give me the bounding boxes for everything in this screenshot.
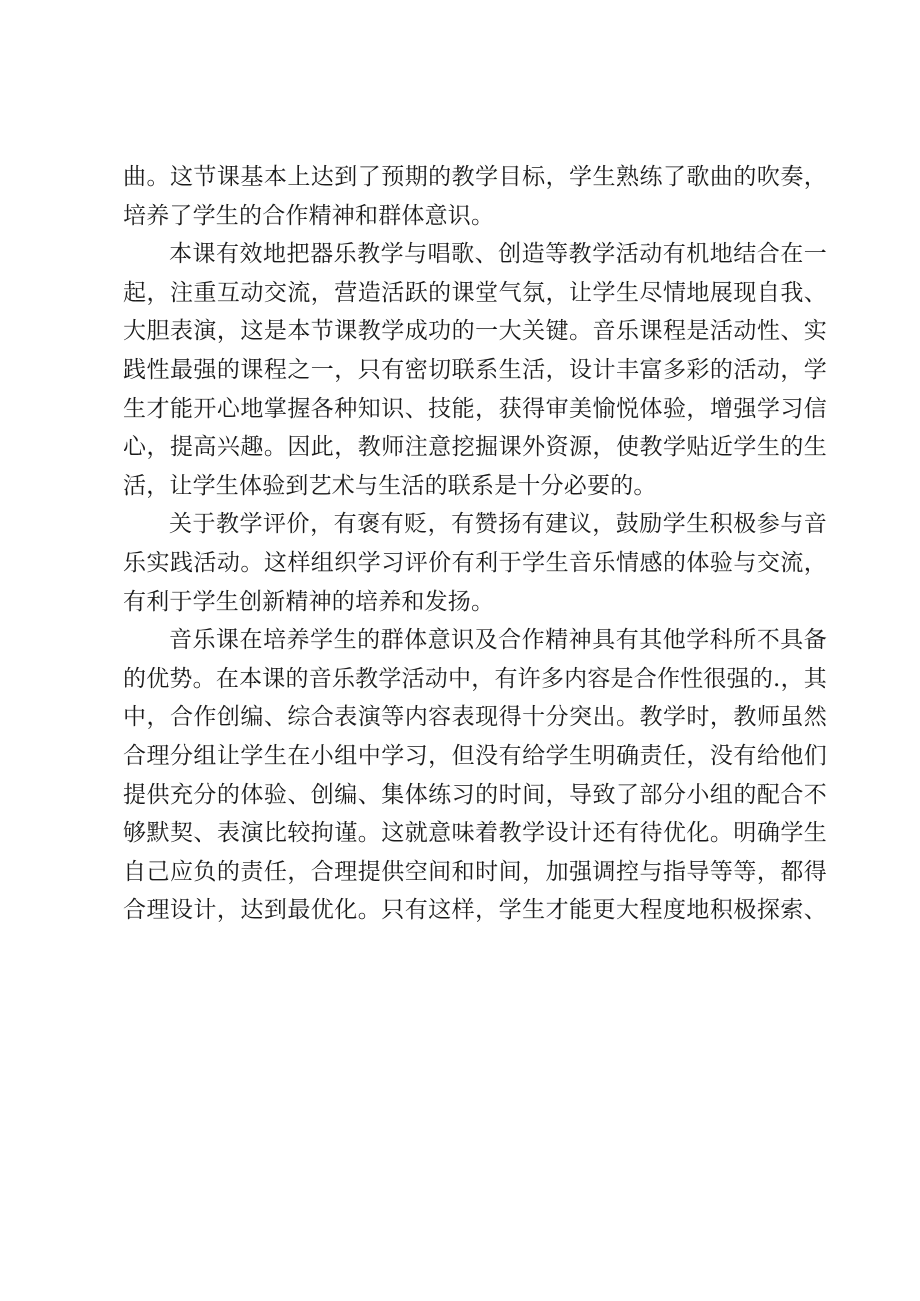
text-line: 活，让学生体验到艺术与生活的联系是十分必要的。 <box>123 472 657 499</box>
text-line: 提供充分的体验、创编、集体练习的时间，导致了部分小组的配合不 <box>123 781 827 808</box>
text-line: 合理分组让学生在小组中学习，但没有给学生明确责任，没有给他们 <box>123 742 827 769</box>
text-line: 的优势。在本课的音乐教学活动中，有许多内容是合作性很强的.，其 <box>123 665 827 692</box>
text-line: 生才能开心地掌握各种知识、技能，获得审美愉悦体验，增强学习信 <box>123 395 827 422</box>
text-line: 关于教学评价，有褒有贬，有赞扬有建议，鼓励学生积极参与音 <box>169 511 827 538</box>
paragraph-4 <box>123 621 827 930</box>
text-line: 音乐课在培养学生的群体意识及合作精神具有其他学科所不具备 <box>169 627 827 654</box>
text-line: 起，注重互动交流，营造活跃的课堂气氛，让学生尽情地展现自我、 <box>123 279 827 306</box>
text-line: 曲。这节课基本上达到了预期的教学目标，学生熟练了歌曲的吹奏， <box>123 164 827 190</box>
text-line: 够默契、表演比较拘谨。这就意味着教学设计还有待优化。明确学生 <box>123 820 827 847</box>
text-line: 心，提高兴趣。因此，教师注意挖掘课外资源，使教学贴近学生的生 <box>123 434 827 461</box>
text-line: 大胆表演，这是本节课教学成功的一大关键。音乐课程是活动性、实 <box>123 318 827 345</box>
text-line: 自己应负的责任，合理提供空间和时间，加强调控与指导等等，都得 <box>123 858 827 885</box>
text-line: 践性最强的课程之一，只有密切联系生活，设计丰富多彩的活动，学 <box>123 356 827 383</box>
paragraph-2 <box>123 235 827 505</box>
document-body <box>123 158 827 930</box>
text-line: 培养了学生的合作精神和群体意识。 <box>123 202 495 229</box>
text-line: 合理设计，达到最优化。只有这样，学生才能更大程度地积极探索、 <box>123 897 827 924</box>
text-line: 乐实践活动。这样组织学习评价有利于学生音乐情感的体验与交流， <box>123 549 827 576</box>
paragraph-1 <box>123 158 827 235</box>
text-line: 中，合作创编、综合表演等内容表现得十分突出。教学时，教师虽然 <box>123 704 827 731</box>
text-line: 本课有效地把器乐教学与唱歌、创造等教学活动有机地结合在一 <box>169 241 827 268</box>
paragraph-3 <box>123 505 827 621</box>
text-line: 有利于学生创新精神的培养和发扬。 <box>123 588 495 615</box>
